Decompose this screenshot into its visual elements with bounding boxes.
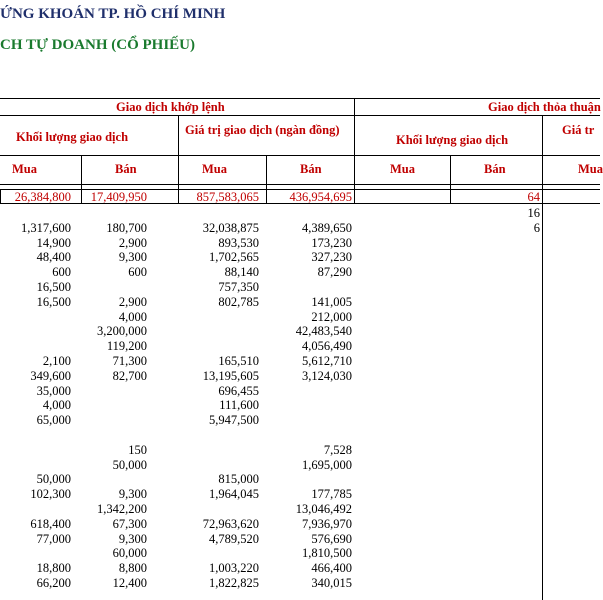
buysell-header-border [0,184,600,185]
total-vol-sell: 17,409,950 [90,190,147,204]
cell-val-sell: 141,005 [311,294,352,309]
cell-val-buy: 32,038,875 [202,220,259,235]
cell-vol-sell: 3,200,000 [97,324,147,339]
cell-vol-buy: 18,800 [36,561,71,576]
cell-val-buy: 696,455 [218,383,259,398]
cell-vol-sell: 180,700 [106,220,147,235]
cell-val-sell: 1,810,500 [302,546,352,561]
group-header-border [0,115,600,116]
cell-vol-sell: 1,342,200 [97,502,147,516]
total-neg-sell: 64 [527,190,540,204]
cell-vol-buy: 2,100 [42,354,71,368]
negotiated-divider [542,115,543,189]
cell-vol-buy: 65,000 [36,413,71,428]
cell-val-buy: 1,964,045 [209,487,259,502]
cell-vol-sell: 8,800 [118,561,147,576]
cell-val-buy: 815,000 [218,472,259,487]
col-divider-5 [450,155,451,189]
totals-divider-2 [178,189,179,204]
negotiated-buy-header: Mua [390,162,415,176]
cell-val-sell: 7,936,970 [302,516,352,531]
totals-left-border [0,189,1,204]
cell-vol-buy: 50,000 [36,472,71,487]
cell-val-buy: 72,963,620 [202,516,259,531]
matched-group-header: Giao dịch khớp lệnh [116,100,225,114]
cell-val-sell: 13,046,492 [295,502,352,516]
cell-vol-buy: 14,900 [36,235,71,250]
cell-val-sell: 4,056,490 [302,339,352,354]
cell-val-buy: 757,350 [218,280,259,294]
cell-val-buy: 4,789,520 [209,531,259,546]
cell-vol-buy: 102,300 [30,487,71,502]
cell-val-buy: 5,947,500 [209,413,259,428]
cell-val-buy: 802,785 [218,294,259,309]
cell-val-sell: 1,695,000 [302,457,352,472]
negotiated-sell-header: Bán [484,162,506,176]
total-val-buy: 857,583,065 [196,190,259,204]
cell-vol-buy: 600 [52,265,71,280]
cell-val-buy: 1,003,220 [209,561,259,576]
cell-vol-buy: 1,317,600 [21,220,71,235]
cell-vol-buy: 349,600 [30,368,71,383]
cell-val-sell: 5,612,710 [302,354,352,368]
cell-vol-buy: 16,500 [36,294,71,309]
cell-val-sell: 340,015 [311,576,352,590]
cell-vol-buy: 4,000 [42,398,71,413]
cell-vol-sell: 9,300 [118,487,147,502]
totals-divider-3 [266,189,267,204]
cell-val-sell: 327,230 [311,250,352,265]
report-title: ỨNG KHOÁN TP. HỒ CHÍ MINH [0,6,226,22]
value-buy-header: Mua [202,162,227,176]
cell-vol-buy: 66,200 [36,576,71,590]
cell-val-sell: 173,230 [311,235,352,250]
totals-divider-6 [542,189,543,204]
cell-vol-sell: 150 [128,442,147,457]
subheader-border [0,155,600,156]
col-divider-1 [81,155,82,189]
cell-vol-buy: 48,400 [36,250,71,265]
cell-val-sell: 177,785 [311,487,352,502]
cell-vol-sell: 2,900 [118,294,147,309]
cell-val-sell: 466,400 [311,561,352,576]
volume-header: Khối lượng giao dịch [16,130,129,144]
cell-val-buy: 1,702,565 [209,250,259,265]
cell-val-sell: 576,690 [311,531,352,546]
cell-vol-sell: 4,000 [118,309,147,324]
cell-val-sell: 3,124,030 [302,368,352,383]
cell-vol-buy: 16,500 [36,280,71,294]
cell-vol-sell: 2,900 [118,235,147,250]
cell-vol-sell: 60,000 [112,546,147,561]
cell-vol-sell: 600 [128,265,147,280]
cell-vol-sell: 67,300 [112,516,147,531]
buy-header: Mua [12,162,37,176]
cell-vol-sell: 119,200 [106,339,147,354]
table-top-border [0,98,600,99]
cell-vol-sell: 82,700 [112,368,147,383]
negotiated-group-header: Giao dịch thỏa thuận [488,100,601,114]
totals-divider-4 [354,189,355,204]
cell-val-sell: 42,483,540 [295,324,352,339]
volume-value-divider [178,115,179,189]
cell-val-buy: 893,530 [218,235,259,250]
cell-val-buy: 111,600 [219,398,259,413]
cell-vol-sell: 9,300 [118,531,147,546]
cell-val-sell: 87,290 [317,265,352,280]
group-divider [354,98,355,189]
cell-vol-buy: 77,000 [36,531,71,546]
report-subtitle: CH TỰ DOANH (CỔ PHIẾU) [0,37,195,53]
total-val-sell: 436,954,695 [289,190,352,204]
totals-divider-5 [450,189,451,204]
sell-header: Bán [115,162,137,176]
col-divider-3 [266,155,267,189]
cell-neg-sell: 16 [527,206,540,220]
cell-vol-sell: 12,400 [112,576,147,590]
cell-vol-sell: 9,300 [118,250,147,265]
cell-val-sell: 212,000 [311,309,352,324]
body-right-divider [542,203,543,600]
negotiated-value-buy-header: Mua [578,162,603,176]
value-header: Giá trị giao dịch (ngàn đồng) [185,123,340,137]
totals-divider-1 [81,189,82,204]
value-sell-header: Bán [300,162,322,176]
cell-vol-sell: 50,000 [112,457,147,472]
cell-val-sell: 4,389,650 [302,220,352,235]
negotiated-value-header: Giá tr [562,123,595,137]
cell-val-buy: 88,140 [224,265,259,280]
cell-vol-sell: 71,300 [112,354,147,368]
cell-val-buy: 13,195,605 [202,368,259,383]
total-vol-buy: 26,384,800 [14,190,71,204]
negotiated-volume-header: Khối lượng giao dịch [396,133,509,147]
cell-val-buy: 1,822,825 [209,576,259,590]
cell-val-buy: 165,510 [218,354,259,368]
cell-vol-buy: 35,000 [36,383,71,398]
cell-neg-sell: 6 [533,220,540,235]
cell-vol-buy: 618,400 [30,516,71,531]
cell-val-sell: 7,528 [323,442,352,457]
